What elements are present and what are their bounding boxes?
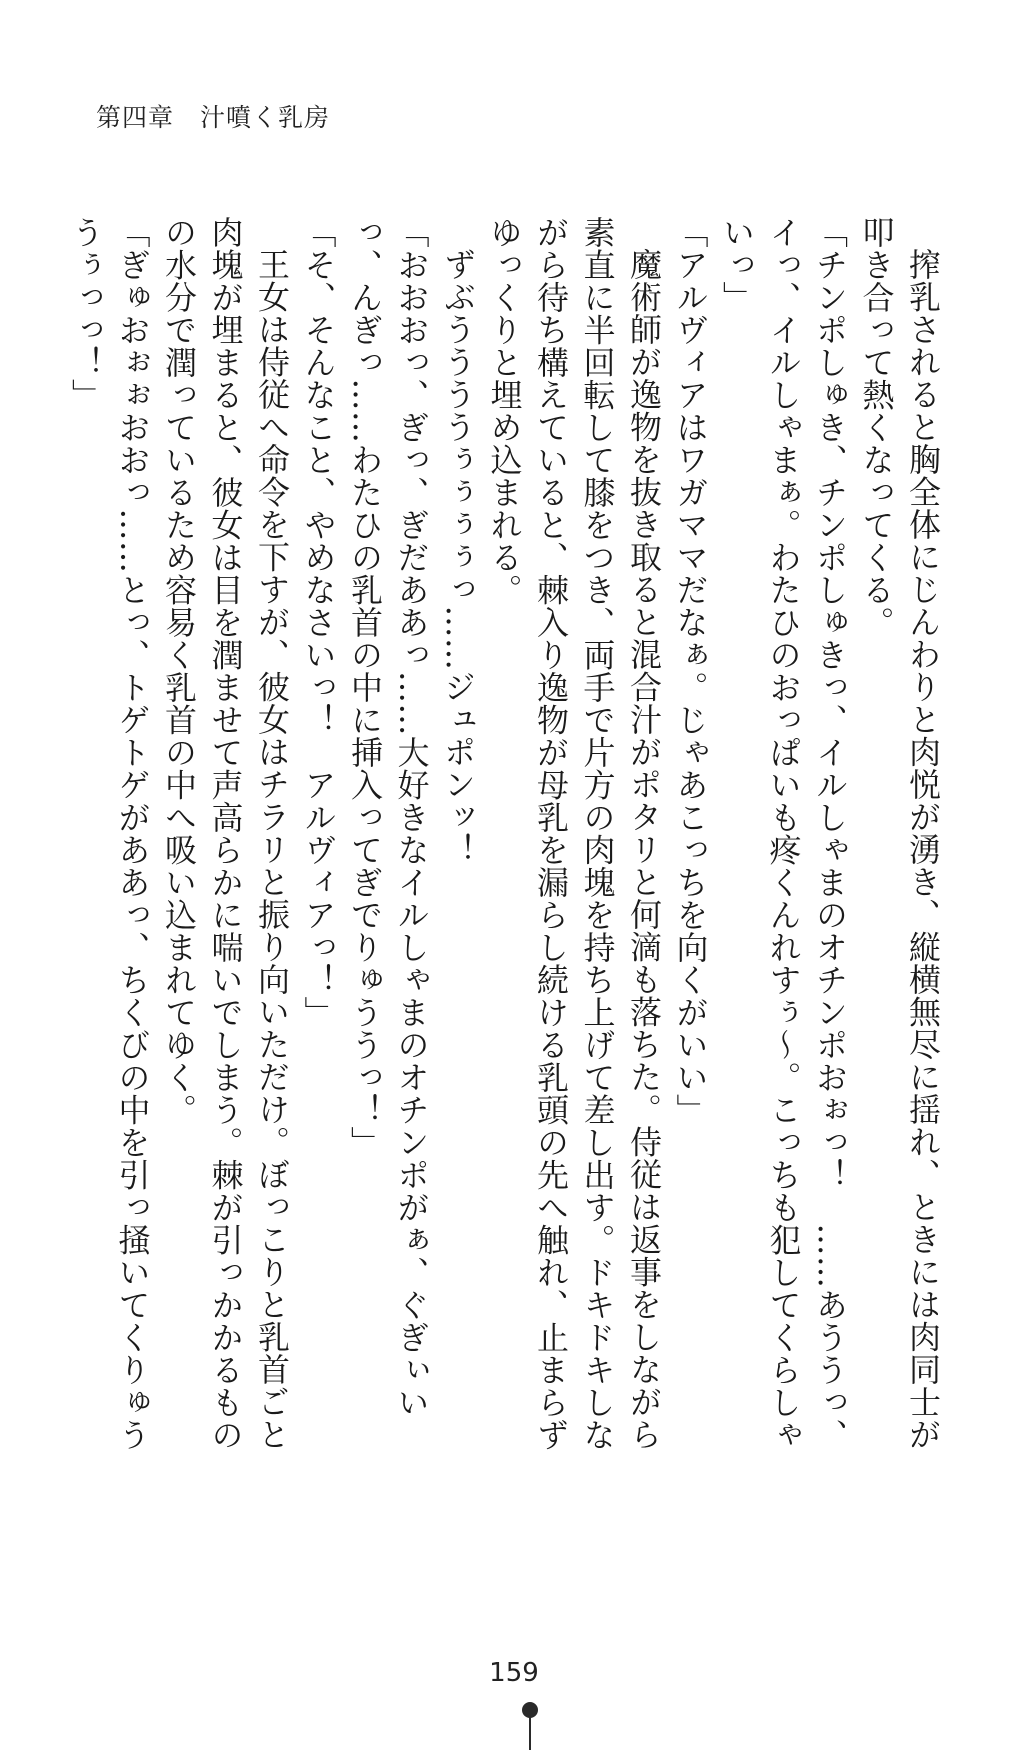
paragraph: 搾乳されると胸全体にじんわりと肉悦が湧き、縦横無尽に揺れ、ときには肉同士が叩き合って熱くなってくる。 [857,216,942,1451]
paragraph: 魔術師が逸物を抜き取ると混合汁がポタリと何滴も落ちた。侍従は返事をしながら素直に半回転して膝をつき、両手で片方の肉塊を持ち上げて差し出す。ドキドキしながら待ち構えていると、棘入り逸物が母乳を漏らし続ける乳頭の先へ触れ、止まらずゆっくりと埋め込まれる。 [485,216,663,1451]
page-number: 159 [489,1658,539,1688]
paragraph: ずぶううううぅぅぅぅっ……ジュポンッ！ [439,248,477,866]
chapter-running-head: 第四章 汁噴く乳房 [96,103,331,132]
paragraph: 「そ、そんなこと、やめなさいっ！ アルヴィアっ！」 [299,216,338,1029]
folio-line-ornament [529,1716,531,1750]
paragraph: 王女は侍従へ命令を下すが、彼女はチラリと振り向いただけ。ぼっこりと乳首ごと肉塊が埋まると、彼女は目を潤ませて声高らかに喘いでしまう。棘が引っかかるものの水分で潤っているため容易く乳首の中へ吸い込まれてゆく。 [160,216,291,1451]
paragraph: 「アルヴィアはワガママだなぁ。じゃあこっちを向くがいい」 [671,216,710,1126]
paragraph: 「ぎゅおぉぉおおっ……とっ、トゲトゲがああっ、ちくびの中を引っ掻いてくりゅううぅっっ！」 [67,216,152,1451]
paragraph: 「チンポしゅき、チンポしゅきっ、イルしゃまのオチンポおぉっ！ ……あううっ、イっ、イルしゃまぁ。わたひのおっぱいも疼くんれすぅ～。こっちも犯してくらしゃいっ」 [718,216,849,1451]
body-text [67,216,946,1466]
paragraph: 「おおおっ、ぎっ、ぎだああっ……大好きなイルしゃまのオチンポがぁ、ぐぎぃいっ、んぎっ……わたひの乳首の中に挿入ってぎでりゅううっ！」 [346,216,431,1419]
